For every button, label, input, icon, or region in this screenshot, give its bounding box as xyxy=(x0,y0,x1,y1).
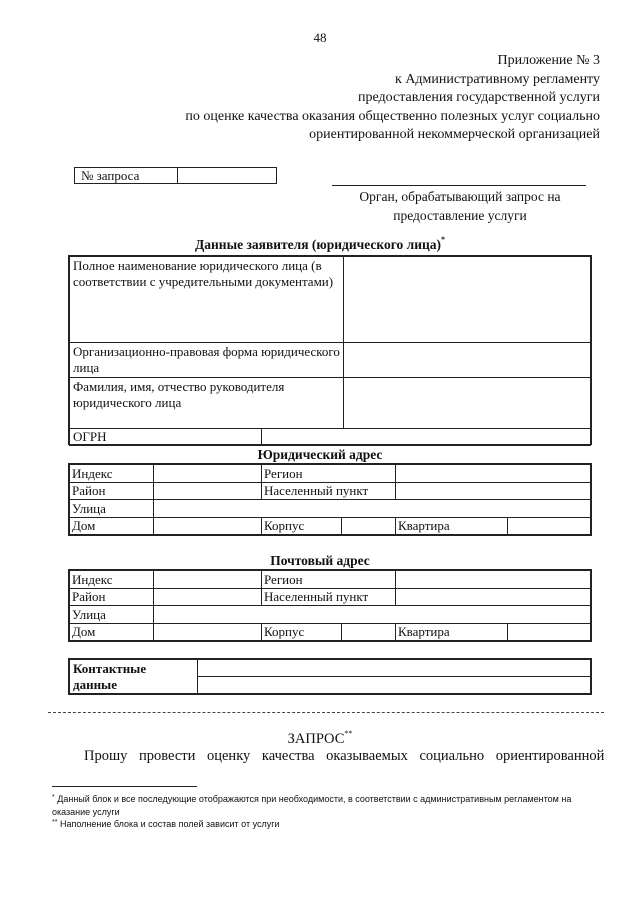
settlement-label: Населенный пункт xyxy=(262,482,396,500)
appendix-header xyxy=(185,52,600,145)
request-title-text: ЗАПРОС xyxy=(287,731,345,747)
contacts-label-line: данные xyxy=(73,676,117,692)
postal-address-heading: Почтовый адрес xyxy=(270,553,370,568)
full-name-label: Полное наименование юридического лица (в соответствии с учредительными документами) xyxy=(70,257,344,343)
settlement-field[interactable] xyxy=(396,588,591,606)
index-label: Индекс xyxy=(70,571,154,589)
region-field[interactable] xyxy=(396,571,591,589)
building-field[interactable] xyxy=(342,517,396,535)
contacts-field[interactable] xyxy=(198,677,591,694)
applicant-table xyxy=(68,255,592,445)
director-name-label: Фамилия, имя, отчество руководителя юридического лица xyxy=(70,378,344,429)
footnote-mark: * xyxy=(441,235,446,244)
table-row xyxy=(70,571,591,589)
apartment-field[interactable] xyxy=(508,517,591,535)
region-label: Регион xyxy=(262,465,396,483)
district-field[interactable] xyxy=(154,482,262,500)
full-name-field[interactable] xyxy=(344,257,591,343)
footnote-mark: * xyxy=(52,794,55,801)
index-label: Индекс xyxy=(70,465,154,483)
street-label: Улица xyxy=(70,500,154,518)
applicant-heading xyxy=(0,237,640,253)
request-number-label: № запроса xyxy=(75,168,178,183)
table-row xyxy=(70,606,591,624)
legal-form-field[interactable] xyxy=(344,343,591,378)
footnotes xyxy=(52,793,572,831)
ogrn-label: ОГРН xyxy=(70,429,262,446)
applicant-heading-text: Данные заявителя (юридического лица) xyxy=(194,237,442,252)
building-label: Корпус xyxy=(262,623,342,641)
organ-caption-line: предоставление услуги xyxy=(393,208,527,223)
contacts-table xyxy=(68,658,592,695)
legal-address-heading: Юридический адрес xyxy=(257,447,383,462)
table-row xyxy=(70,482,591,500)
street-field[interactable] xyxy=(154,606,591,624)
settlement-label: Населенный пункт xyxy=(262,588,396,606)
apartment-label: Квартира xyxy=(396,517,508,535)
table-row xyxy=(70,343,591,378)
table-row xyxy=(70,257,591,343)
footnote-divider xyxy=(52,786,197,787)
building-label: Корпус xyxy=(262,517,342,535)
request-title xyxy=(0,731,640,748)
footnote xyxy=(52,793,572,818)
district-field[interactable] xyxy=(154,588,262,606)
house-field[interactable] xyxy=(154,623,262,641)
organ-caption-line: Орган, обрабатывающий запрос на xyxy=(359,189,561,204)
table-row xyxy=(70,465,591,483)
section-divider xyxy=(48,712,604,713)
street-field[interactable] xyxy=(154,500,591,518)
house-label: Дом xyxy=(70,623,154,641)
appendix-line: Приложение № 3 xyxy=(497,53,600,68)
apartment-label: Квартира xyxy=(396,623,508,641)
postal-address-table xyxy=(68,569,592,642)
appendix-line: по оценке качества оказания общественно полезных услуг социально xyxy=(185,108,600,124)
footnote-text: Данный блок и все последующие отображаются при необходимости, в соответствии с административным регламентом на оказание услуги xyxy=(52,794,572,817)
table-row xyxy=(70,517,591,535)
director-name-field[interactable] xyxy=(344,378,591,429)
appendix-line: ориентированной некоммерческой организацией xyxy=(309,127,600,142)
table-row xyxy=(70,429,591,446)
house-label: Дом xyxy=(70,517,154,535)
page-number: 48 xyxy=(313,30,327,45)
table-row xyxy=(70,378,591,429)
ogrn-field[interactable] xyxy=(262,429,591,446)
settlement-field[interactable] xyxy=(396,482,591,500)
organ-caption xyxy=(330,187,590,225)
district-label: Район xyxy=(70,588,154,606)
apartment-field[interactable] xyxy=(508,623,591,641)
appendix-line: предоставления государственной услуги xyxy=(358,90,600,105)
contacts-label-line: Контактные xyxy=(73,661,147,676)
table-row xyxy=(70,660,591,677)
house-field[interactable] xyxy=(154,517,262,535)
street-label: Улица xyxy=(70,606,154,624)
index-field[interactable] xyxy=(154,465,262,483)
region-label: Регион xyxy=(262,571,396,589)
request-number-box xyxy=(74,167,277,184)
request-number-field[interactable] xyxy=(178,168,276,183)
footnote-mark: ** xyxy=(52,819,58,826)
request-text: Прошу провести оценку качества оказываемых социально ориентированной xyxy=(84,748,605,764)
footnote-text: Наполнение блока и состав полей зависит от услуги xyxy=(59,819,280,829)
footnote-mark: ** xyxy=(344,729,353,738)
appendix-line: к Административному регламенту xyxy=(395,71,600,87)
contacts-field[interactable] xyxy=(198,660,591,677)
table-row xyxy=(70,623,591,641)
table-row xyxy=(70,500,591,518)
legal-address-table xyxy=(68,463,592,536)
footnote xyxy=(52,818,572,831)
district-label: Район xyxy=(70,482,154,500)
legal-form-label: Организационно-правовая форма юридического лица xyxy=(70,343,344,378)
index-field[interactable] xyxy=(154,571,262,589)
table-row xyxy=(70,588,591,606)
region-field[interactable] xyxy=(396,465,591,483)
organ-signature-line[interactable] xyxy=(332,185,586,186)
building-field[interactable] xyxy=(342,623,396,641)
contacts-label xyxy=(70,660,198,694)
